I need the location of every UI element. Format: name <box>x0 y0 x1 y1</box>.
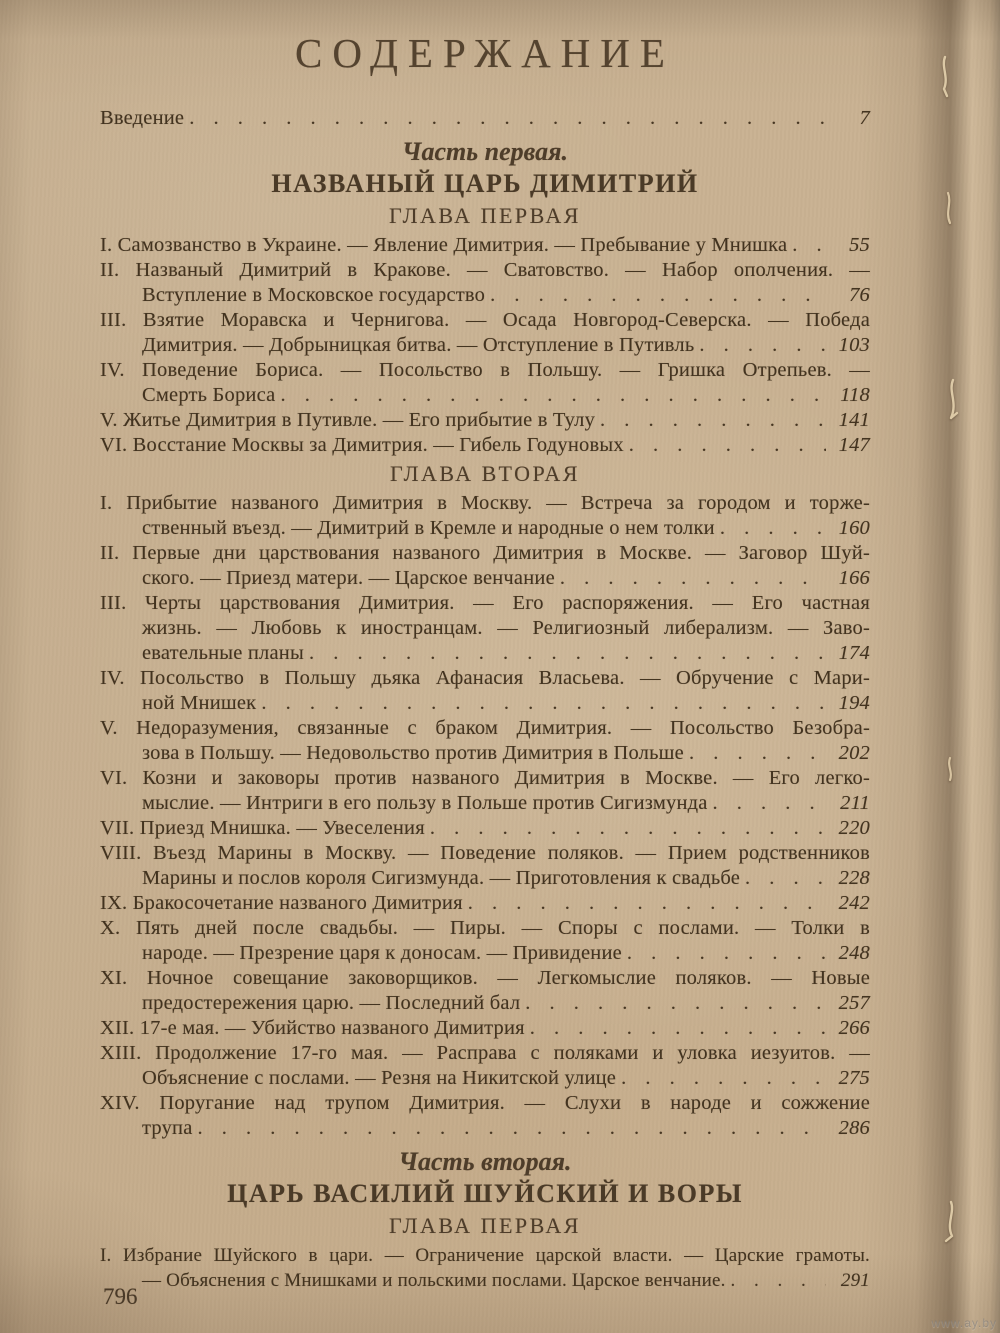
toc-entry-line <box>100 233 870 258</box>
toc-entry-line <box>100 966 870 991</box>
toc-entry-line <box>142 566 870 591</box>
toc-entry-line <box>142 691 870 716</box>
toc-entry-line <box>100 358 870 383</box>
toc-entry-line <box>100 433 870 458</box>
entry-text: XI. Ночное совещание заковорщиков. — Легкомыслие поляков. — Новые <box>100 967 870 989</box>
folio-number: 796 <box>103 1284 138 1309</box>
entry-text: I. Самозванство в Украине. — Явление Димитрия. — Пребывание у Мнишка <box>100 234 788 256</box>
entry-text: III. Взятие Моравска и Чернигова. — Осада Новгород-Северска. — Победа <box>100 309 870 331</box>
entry-text: XIV. Поругание над трупом Димитрия. — Слухи в народе и сожжение <box>100 1092 870 1114</box>
toc-entry-line <box>142 866 870 891</box>
toc-entry-line <box>100 891 870 916</box>
entry-text: VI. Восстание Москвы за Димитрия. — Гибель Годуновых <box>100 434 624 456</box>
toc-entry-line <box>100 258 870 283</box>
page-ref: 76 <box>849 284 870 306</box>
dot-leader <box>256 691 826 716</box>
toc-column <box>100 30 870 1293</box>
page-ref: 257 <box>838 992 870 1014</box>
toc-entry-line <box>142 791 870 816</box>
dot-leader <box>485 283 826 308</box>
toc-entry-line <box>142 741 870 766</box>
dot-leader <box>787 233 826 258</box>
toc-parts <box>100 136 870 1293</box>
part-title: НАЗВАНЫЙ ЦАРЬ ДИМИТРИЙ <box>271 169 699 198</box>
dot-leader <box>304 641 826 666</box>
entry-text: IX. Бракосочетание названого Димитрия <box>100 892 463 914</box>
toc-entry-line <box>142 1066 870 1091</box>
entry-text: I. Прибытие названого Димитрия в Москву. — Встреча за городом и торже- <box>100 492 870 514</box>
toc-entry <box>100 1016 870 1041</box>
chapter-label: ГЛАВА ВТОРАЯ <box>390 461 580 486</box>
entry-text: Димитрия. — Добрыницкая битва. — Отступление в Путивль <box>142 334 695 356</box>
page-ref: 228 <box>838 867 870 889</box>
entry-text: II. Названый Димитрий в Кракове. — Сватовство. — Набор ополчения. — <box>100 259 870 281</box>
toc-entry-line <box>142 383 870 408</box>
toc-entry <box>100 1041 870 1091</box>
binding-stitch <box>942 1200 960 1244</box>
dot-leader <box>708 791 826 816</box>
toc-entry-line <box>100 491 870 516</box>
entry-text: VII. Приезд Мнишка. — Увеселения <box>100 817 425 839</box>
toc-entry <box>100 541 870 591</box>
toc-entry-line <box>142 516 870 541</box>
toc-entry <box>100 716 870 766</box>
entry-text: Смерть Бориса <box>142 384 276 406</box>
page-ref: 166 <box>838 567 870 589</box>
toc-entry-line <box>100 766 870 791</box>
toc-entry-line <box>142 283 870 308</box>
page-ref: 202 <box>838 742 870 764</box>
toc-entry <box>100 966 870 1016</box>
entry-text: предостережения царю. — Последний бал <box>142 992 521 1014</box>
toc-entry <box>100 891 870 916</box>
entry-text: ственный въезд. — Димитрий в Кремле и народные о нем толки <box>142 517 715 539</box>
toc-entry <box>100 258 870 308</box>
toc-entry-line <box>100 308 870 333</box>
entry-text: ной Мнишек <box>142 692 257 714</box>
entry-text: Вступление в Московское государство <box>142 284 486 306</box>
page-ref: 7 <box>859 107 870 129</box>
dot-leader <box>726 1268 826 1293</box>
toc-entry <box>100 233 870 258</box>
toc-entry <box>100 591 870 666</box>
toc-entry-line <box>100 841 870 866</box>
entry-text: ского. — Приезд матери. — Царское венчание <box>142 567 555 589</box>
toc-entry <box>100 841 870 891</box>
entry-text: II. Первые дни царствования названого Димитрия в Москве. — Заговор Шуй- <box>100 542 870 564</box>
watermark: www.ay.by <box>931 1316 997 1330</box>
page-ref: 242 <box>838 892 870 914</box>
entry-text: VI. Козни и заковоры против названого Димитрия в Москве. — Его легко- <box>100 767 870 789</box>
toc-entry-line <box>142 1268 870 1293</box>
page-ref: 211 <box>840 792 870 814</box>
page-ref: 118 <box>840 384 870 406</box>
entry-text: — Объяснения с Мнишками и польскими послами. Царское венчание. <box>142 1270 726 1291</box>
toc-entry <box>100 433 870 458</box>
page-ref: 147 <box>838 434 870 456</box>
toc-entry-line <box>142 941 870 966</box>
page-ref: 275 <box>838 1067 870 1089</box>
binding-stitch <box>940 190 958 234</box>
entry-text: XIII. Продолжение 17-го мая. — Расправа с поляками и уловка иезуитов. — <box>100 1042 870 1064</box>
chapter-label: ГЛАВА ПЕРВАЯ <box>389 203 581 228</box>
toc-entry <box>100 408 870 433</box>
entry-text: V. Недоразумения, связанные с браком Димитрия. — Посольство Безобра- <box>100 717 870 739</box>
dot-leader <box>622 941 826 966</box>
toc-entry-line <box>100 716 870 741</box>
toc-entry <box>100 766 870 816</box>
part-label: Часть вторая. <box>398 1147 572 1176</box>
dot-leader <box>624 433 826 458</box>
toc-entry-line <box>100 408 870 433</box>
toc-entry-line <box>100 541 870 566</box>
entry-text: IV. Посольство в Польшу дьяка Афанасия Власьева. — Обручение с Мари- <box>100 667 870 689</box>
page-ref: 194 <box>838 692 870 714</box>
binding-stitch <box>941 752 959 796</box>
dot-leader <box>275 383 826 408</box>
toc-entry-line <box>142 1116 870 1141</box>
dot-leader <box>184 106 826 131</box>
entry-text: Объяснение с послами. — Резня на Никитской улице <box>142 1067 617 1089</box>
entry-text: III. Черты царствования Димитрия. — Его распоряжения. — Его частная <box>100 592 870 614</box>
dot-leader <box>715 516 826 541</box>
toc-entry-line <box>142 333 870 358</box>
entry-text: I. Избрание Шуйского в цари. — Ограничение царской власти. — Царские грамоты. <box>100 1245 870 1266</box>
entry-text: X. Пять дней после свадьбы. — Пиры. — Споры с послами. — Толки в <box>100 917 870 939</box>
toc-entry <box>100 666 870 716</box>
page-ref: 103 <box>838 334 870 356</box>
page-ref: 286 <box>838 1117 870 1139</box>
entry-text: мыслие. — Интриги в его пользу в Польше против Сигизмунда <box>142 792 708 814</box>
toc-entry-line <box>100 591 870 616</box>
toc-entry <box>100 1243 870 1293</box>
entry-text: народе. — Презрение царя к доносам. — Привидение <box>142 942 622 964</box>
part-title: ЦАРЬ ВАСИЛИЙ ШУЙСКИЙ И ВОРЫ <box>227 1179 743 1208</box>
dot-leader <box>694 333 826 358</box>
entry-text: VIII. Въезд Марины в Москву. — Поведение поляков. — Прием родственников <box>100 842 870 864</box>
chapter-label: ГЛАВА ПЕРВАЯ <box>389 1213 581 1238</box>
toc-entry <box>100 816 870 841</box>
toc-part <box>100 136 870 1141</box>
page-ref: 291 <box>840 1270 870 1291</box>
intro-label: Введение <box>100 107 185 129</box>
dot-leader <box>555 566 826 591</box>
toc-entry <box>100 308 870 358</box>
toc-entry-line <box>100 1091 870 1116</box>
toc-entry-line <box>100 816 870 841</box>
page-ref: 266 <box>838 1017 870 1039</box>
dot-leader <box>520 991 826 1016</box>
toc-entry-line <box>142 641 870 666</box>
page-ref: 55 <box>849 234 870 256</box>
dot-leader <box>425 816 826 841</box>
toc-entry-line <box>100 1016 870 1041</box>
dot-leader <box>595 408 826 433</box>
page-ref: 248 <box>838 942 870 964</box>
entry-text: Марины и послов короля Сигизмунда. — Приготовления к свадьбе <box>142 867 741 889</box>
toc-entry-line <box>142 991 870 1016</box>
entry-text: XII. 17-е мая. — Убийство названого Димитрия <box>100 1017 525 1039</box>
entry-text: IV. Поведение Бориса. — Посольство в Польшу. — Гришка Отрепьев. — <box>100 359 870 381</box>
page-title: СОДЕРЖАНИЕ <box>295 30 675 76</box>
entry-text: трупа <box>142 1117 193 1139</box>
toc-entry-line <box>100 916 870 941</box>
binding-stitch <box>936 55 954 99</box>
dot-leader <box>193 1116 826 1141</box>
toc-entry-line <box>100 1041 870 1066</box>
toc-entry <box>100 491 870 541</box>
entry-text: евательные планы <box>142 642 304 664</box>
page-ref: 160 <box>838 517 870 539</box>
entry-text: V. Житье Димитрия в Путивле. — Его прибытие в Тулу <box>100 409 596 431</box>
dot-leader <box>616 1066 826 1091</box>
toc-entry <box>100 358 870 408</box>
page-ref: 220 <box>838 817 870 839</box>
toc-intro-line <box>100 106 870 131</box>
dot-leader <box>525 1016 826 1041</box>
toc-entry <box>100 916 870 966</box>
toc-entry-line <box>100 666 870 691</box>
dot-leader <box>463 891 826 916</box>
entry-text: зова в Польшу. — Недовольство против Димитрия в Польше <box>142 742 684 764</box>
page-ref: 174 <box>838 642 870 664</box>
entry-text: жизнь. — Любовь к иностранцам. — Религиозный либерализм. — Заво- <box>142 617 870 639</box>
page-ref: 141 <box>838 409 870 431</box>
toc-entry <box>100 1091 870 1141</box>
part-label: Часть первая. <box>402 137 568 166</box>
binding-stitch <box>944 378 962 422</box>
dot-leader <box>740 866 826 891</box>
toc-entry-line <box>100 1243 870 1268</box>
toc-entry-line <box>142 616 870 641</box>
toc-part <box>100 1146 870 1293</box>
dot-leader <box>684 741 826 766</box>
